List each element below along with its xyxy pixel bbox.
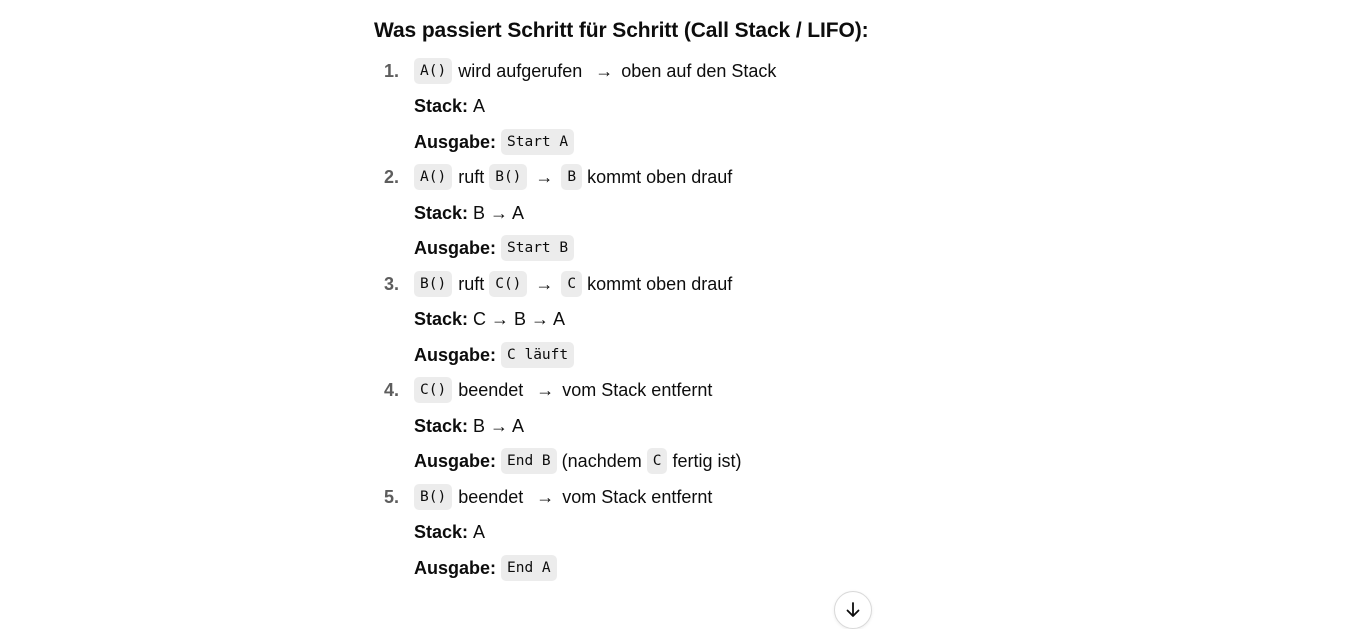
output-text: (nachdem bbox=[561, 451, 642, 472]
output-line bbox=[374, 231, 994, 267]
output-label: Ausgabe: bbox=[414, 451, 497, 472]
stack-line bbox=[374, 195, 994, 231]
output-line bbox=[374, 124, 994, 160]
stack-label: Stack: bbox=[414, 309, 469, 330]
stack-value: B → A bbox=[473, 202, 525, 223]
inline-code: C() bbox=[414, 377, 452, 403]
output-line bbox=[374, 550, 994, 586]
output-label: Ausgabe: bbox=[414, 557, 497, 578]
list-item-step-1 bbox=[374, 53, 994, 160]
section-heading: Was passiert Schritt für Schritt (Call Stack / LIFO): bbox=[374, 19, 869, 42]
step-text: vom Stack entfernt bbox=[562, 486, 713, 507]
arrow-glyph: → bbox=[536, 380, 555, 401]
arrow-down-icon bbox=[844, 601, 862, 619]
step-description bbox=[374, 160, 994, 196]
inline-code: A() bbox=[414, 58, 452, 84]
step-number: 2. bbox=[384, 167, 400, 188]
list-item-step-4 bbox=[374, 373, 994, 480]
step-description bbox=[374, 373, 994, 409]
inline-code: Start A bbox=[501, 129, 574, 155]
inline-code: C() bbox=[489, 271, 527, 297]
step-text: kommt oben drauf bbox=[587, 167, 733, 188]
chat-message-content bbox=[374, 14, 994, 586]
step-number: 3. bbox=[384, 273, 400, 294]
output-label: Ausgabe: bbox=[414, 344, 497, 365]
step-description bbox=[374, 479, 994, 515]
step-text: wird aufgerufen bbox=[458, 60, 583, 81]
step-text: beendet bbox=[458, 380, 524, 401]
step-text: ruft bbox=[458, 167, 485, 188]
inline-code: B() bbox=[414, 271, 452, 297]
inline-code: B() bbox=[414, 484, 452, 510]
stack-line bbox=[374, 89, 994, 125]
stack-line bbox=[374, 408, 994, 444]
step-number: 4. bbox=[384, 380, 400, 401]
inline-code: B bbox=[561, 164, 582, 190]
inline-code: End A bbox=[501, 555, 557, 581]
inline-code: A() bbox=[414, 164, 452, 190]
stack-value: B → A bbox=[473, 415, 525, 436]
arrow-glyph: → bbox=[536, 486, 555, 507]
stack-line bbox=[374, 515, 994, 551]
step-description bbox=[374, 266, 994, 302]
list-item-step-5 bbox=[374, 479, 994, 586]
output-line bbox=[374, 337, 994, 373]
step-description bbox=[374, 53, 994, 89]
stack-value: C → B → A bbox=[473, 309, 566, 330]
stack-value: A bbox=[473, 96, 486, 117]
output-label: Ausgabe: bbox=[414, 238, 497, 259]
step-number: 1. bbox=[384, 60, 400, 81]
stack-label: Stack: bbox=[414, 202, 469, 223]
step-text: beendet bbox=[458, 486, 524, 507]
arrow-glyph: → bbox=[535, 273, 554, 294]
step-text: kommt oben drauf bbox=[587, 273, 733, 294]
steps-list bbox=[374, 53, 994, 586]
stack-line bbox=[374, 302, 994, 338]
step-text: vom Stack entfernt bbox=[562, 380, 713, 401]
inline-code: C bbox=[647, 448, 668, 474]
arrow-glyph: → bbox=[595, 60, 614, 81]
step-text: oben auf den Stack bbox=[621, 60, 777, 81]
inline-code: End B bbox=[501, 448, 557, 474]
output-label: Ausgabe: bbox=[414, 131, 497, 152]
step-text: ruft bbox=[458, 273, 485, 294]
inline-code: C läuft bbox=[501, 342, 574, 368]
stack-value: A bbox=[473, 522, 486, 543]
inline-code: B() bbox=[489, 164, 527, 190]
step-number: 5. bbox=[384, 486, 400, 507]
output-text: fertig ist) bbox=[672, 451, 742, 472]
scroll-to-bottom-button[interactable] bbox=[834, 591, 872, 629]
stack-label: Stack: bbox=[414, 96, 469, 117]
inline-code: C bbox=[561, 271, 582, 297]
inline-code: Start B bbox=[501, 235, 574, 261]
arrow-glyph: → bbox=[535, 167, 554, 188]
list-item-step-2 bbox=[374, 160, 994, 267]
list-item-step-3 bbox=[374, 266, 994, 373]
output-line bbox=[374, 444, 994, 480]
stack-label: Stack: bbox=[414, 522, 469, 543]
stack-label: Stack: bbox=[414, 415, 469, 436]
